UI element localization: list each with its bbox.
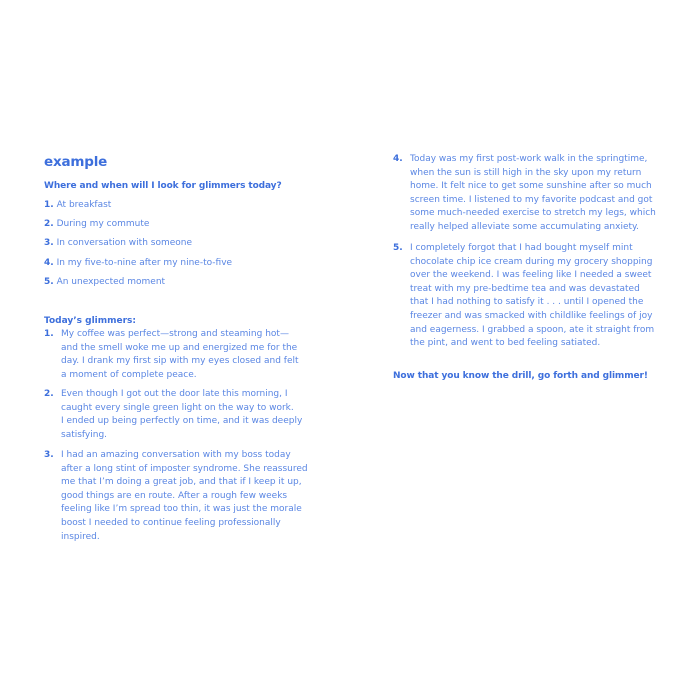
plan-item xyxy=(44,258,232,268)
text-line: Today was my first post-work walk in the springtime, xyxy=(410,154,648,164)
plan-text: In conversation with someone xyxy=(56,238,193,248)
text-line: a moment of complete peace. xyxy=(61,369,197,380)
glimmer-number: 5. xyxy=(393,243,403,253)
plan-text: At breakfast xyxy=(56,200,112,210)
plan-item xyxy=(44,200,111,210)
text-line: some much-needed exercise to stretch my legs, which xyxy=(410,208,656,219)
text-line: when the sun is still high in the sky upon my return xyxy=(410,167,642,178)
plan-item xyxy=(44,219,149,229)
text-line: treat with my pre-bedtime tea and was devastated xyxy=(410,283,640,294)
glimmer-text xyxy=(410,153,690,235)
text-line: feeling like I’m spread too thin, it was just the morale xyxy=(61,504,302,515)
glimmer-number: 2. xyxy=(44,389,54,399)
text-line: good things are en route. After a rough few weeks xyxy=(61,490,288,501)
text-line: me that I’m doing a great job, and that if I keep it up, xyxy=(61,477,302,488)
text-line: boost I needed to continue feeling professionally xyxy=(61,517,281,528)
text-line: I ended up being perfectly on time, and it was deeply xyxy=(61,416,303,427)
text-line: freezer and was smacked with childlike feelings of joy xyxy=(410,310,653,321)
plan-text: During my commute xyxy=(56,219,150,229)
glimmer-text xyxy=(61,328,341,382)
text-line: inspired. xyxy=(61,531,100,542)
plan-number: 5. xyxy=(44,277,54,287)
text-line: I had an amazing conversation with my boss today xyxy=(61,450,291,460)
glimmer-text xyxy=(410,242,690,351)
plan-number: 3. xyxy=(44,238,54,248)
text-line: chocolate chip ice cream during my grocery shopping xyxy=(410,256,653,267)
text-line: My coffee was perfect—strong and steaming hot— xyxy=(61,329,289,339)
glimmer-text xyxy=(61,449,341,544)
text-line: and the smell woke me up and energized me for the xyxy=(61,342,298,353)
plan-number: 2. xyxy=(44,219,54,229)
question-heading: Where and when will I look for glimmers today? xyxy=(44,181,282,191)
text-line: really helped alleviate some accumulating anxiety. xyxy=(410,221,639,232)
closing-line: Now that you know the drill, go forth and glimmer! xyxy=(393,371,648,381)
text-line: day. I drank my first sip with my eyes closed and felt xyxy=(61,356,299,367)
glimmer-text xyxy=(61,388,341,442)
text-line: the pint, and went to bed feeling satiated. xyxy=(410,338,601,349)
glimmers-heading: Today’s glimmers: xyxy=(44,316,137,326)
glimmer-number: 3. xyxy=(44,450,54,460)
text-line: and eagerness. I grabbed a spoon, ate it straight from xyxy=(410,324,655,335)
text-line: over the weekend. I was feeling like I needed a sweet xyxy=(410,270,652,281)
glimmer-number: 4. xyxy=(393,154,403,164)
text-line: caught every single green light on the way to work. xyxy=(61,402,294,413)
text-line: satisfying. xyxy=(61,429,108,440)
text-line: after a long stint of imposter syndrome. She reassured xyxy=(61,463,308,474)
text-line: screen time. I listened to my favorite podcast and got xyxy=(410,194,653,205)
plan-number: 4. xyxy=(44,258,54,268)
plan-number: 1. xyxy=(44,200,54,210)
glimmer-number: 1. xyxy=(44,329,54,339)
plan-text: An unexpected moment xyxy=(56,277,166,287)
text-line: home. It felt nice to get some sunshine after so much xyxy=(410,181,652,192)
plan-item xyxy=(44,277,165,287)
page-title: example xyxy=(44,154,108,170)
text-line: that I had nothing to satisfy it . . . until I opened the xyxy=(410,297,644,308)
text-line: Even though I got out the door late this morning, I xyxy=(61,389,288,399)
plan-text: In my five-to-nine after my nine-to-five xyxy=(56,258,233,268)
text-line: I completely forgot that I had bought myself mint xyxy=(410,243,633,253)
plan-item xyxy=(44,238,192,248)
